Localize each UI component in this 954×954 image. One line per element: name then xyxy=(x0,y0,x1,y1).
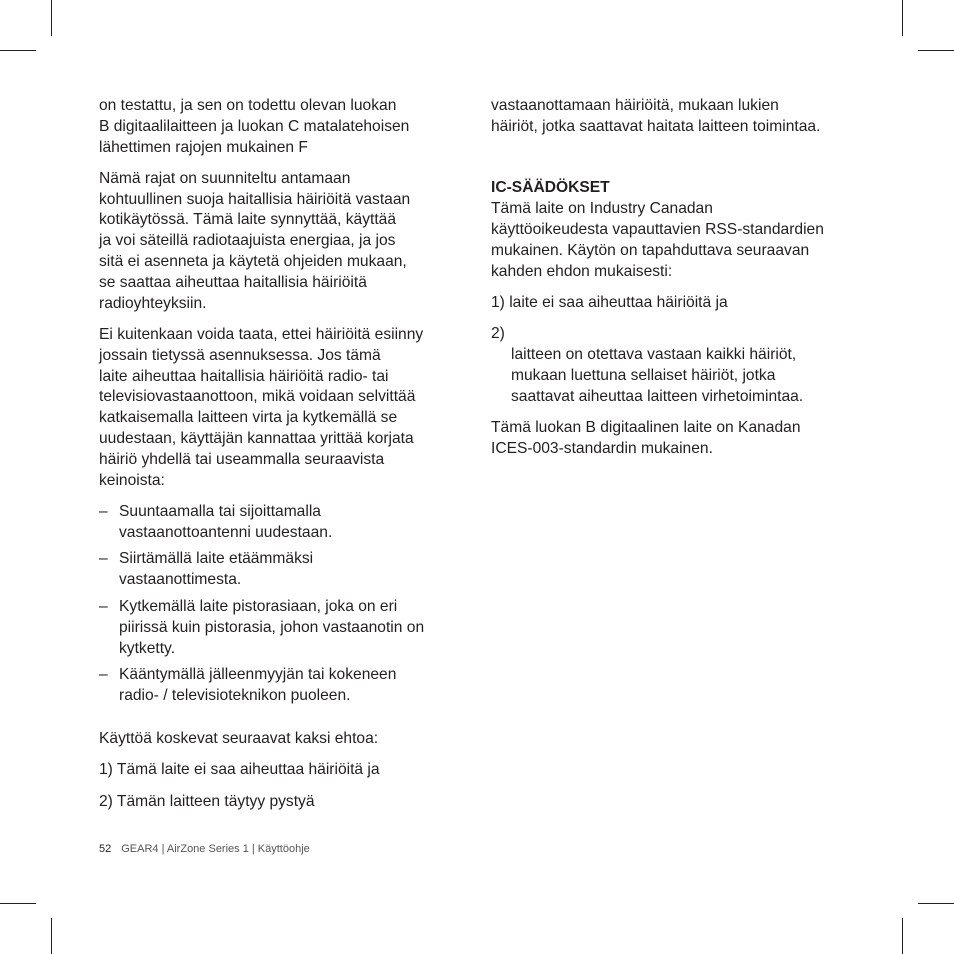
footer-text: GEAR4 | AirZone Series 1 | Käyttöohje xyxy=(121,843,310,855)
paragraph: Nämä rajat on suunniteltu antamaan kohtuullinen suoja haitallisia häiriöitä vastaan kotikäytössä. Tämä laite synnyttää, käyttää ja voi säteillä radiotaajuista energiaa, ja jos sitä ei asenneta ja käytetä ohjeiden mukaan, se saattaa aiheuttaa haitallisia häiriöitä radioyhteyksiin. xyxy=(99,169,411,312)
paragraph: Käyttöä koskevat seuraavat kaksi ehtoa: xyxy=(99,730,379,748)
section-heading: IC-SÄÄDÖKSET xyxy=(491,179,610,197)
numbered-item: 1) Tämä laite ei saa aiheuttaa häiriöitä ja xyxy=(99,761,380,779)
paragraph: Ei kuitenkaan voida taata, ettei häiriöitä esiinny jossain tietyssä asennuksessa. Jos tämä laite aiheuttaa haitallisia häiriöitä radio- tai televisiovastaanottoon, mikä voidaan selvittää katkaisemalla laitteen virta ja kytkemällä se uudestaan, käyttäjän kannattaa yrittää korjata häiriö yhdellä tai useammalla seuraavista keinoista: xyxy=(99,325,424,489)
page-number: 52 xyxy=(99,843,112,855)
list-item xyxy=(99,665,461,707)
dash-bullet: – xyxy=(99,502,108,520)
right-column xyxy=(491,96,863,470)
numbered-item-text: laitteen on otettava vastaan kaikki häiriöt, mukaan luettuna sellaiset häiriöt, jotka saattavat aiheuttaa laitteen virhetoimintaa. xyxy=(511,345,804,405)
item-number: 2) xyxy=(491,325,505,343)
crop-mark xyxy=(918,903,954,904)
list-item-text: Suuntaamalla tai sijoittamalla vastaanottoantenni uudestaan. xyxy=(119,502,333,541)
crop-mark xyxy=(902,918,903,954)
list-item xyxy=(99,502,461,544)
paragraph: Tämä laite on Industry Canadan käyttöoikeudesta vapauttavien RSS-standardien mukainen. Käytön on tapahduttava seuraavan kahden ehdon mukaisesti: xyxy=(491,200,824,280)
dash-bullet: – xyxy=(99,598,108,616)
numbered-item: 1) laite ei saa aiheuttaa häiriöitä ja xyxy=(491,293,728,311)
dash-bullet: – xyxy=(99,666,108,684)
crop-mark xyxy=(0,903,36,904)
remedy-list xyxy=(99,502,461,707)
numbered-item xyxy=(491,324,863,407)
paragraph: on testattu, ja sen on todettu olevan luokan B digitaalilaitteen ja luokan C matalatehoisen lähettimen rajojen mukainen F xyxy=(99,97,410,156)
crop-mark xyxy=(918,50,954,51)
crop-mark xyxy=(51,0,52,36)
paragraph: Tämä luokan B digitaalinen laite on Kanadan ICES-003-standardin mukainen. xyxy=(491,418,801,457)
left-column xyxy=(99,96,461,823)
crop-mark xyxy=(51,918,52,954)
list-item-text: Kytkemällä laite pistorasiaan, joka on eri piirissä kuin pistorasia, johon vastaanotin on kytketty. xyxy=(119,598,425,657)
dash-bullet: – xyxy=(99,550,108,568)
ic-section xyxy=(491,158,863,283)
crop-mark xyxy=(0,50,36,51)
list-item-text: Siirtämällä laite etäämmäksi vastaanottimesta. xyxy=(119,550,314,589)
list-item-text: Kääntymällä jälleenmyyjän tai kokeneen radio- / televisioteknikon puoleen. xyxy=(119,666,397,705)
list-item xyxy=(99,597,461,659)
numbered-item: 2) Tämän laitteen täytyy pystyä xyxy=(99,792,315,810)
crop-mark xyxy=(902,0,903,36)
list-item xyxy=(99,549,461,591)
paragraph: vastaanottamaan häiriöitä, mukaan lukien häiriöt, jotka saattavat haitata laitteen toimintaa. xyxy=(491,97,821,135)
page-footer xyxy=(99,843,310,855)
